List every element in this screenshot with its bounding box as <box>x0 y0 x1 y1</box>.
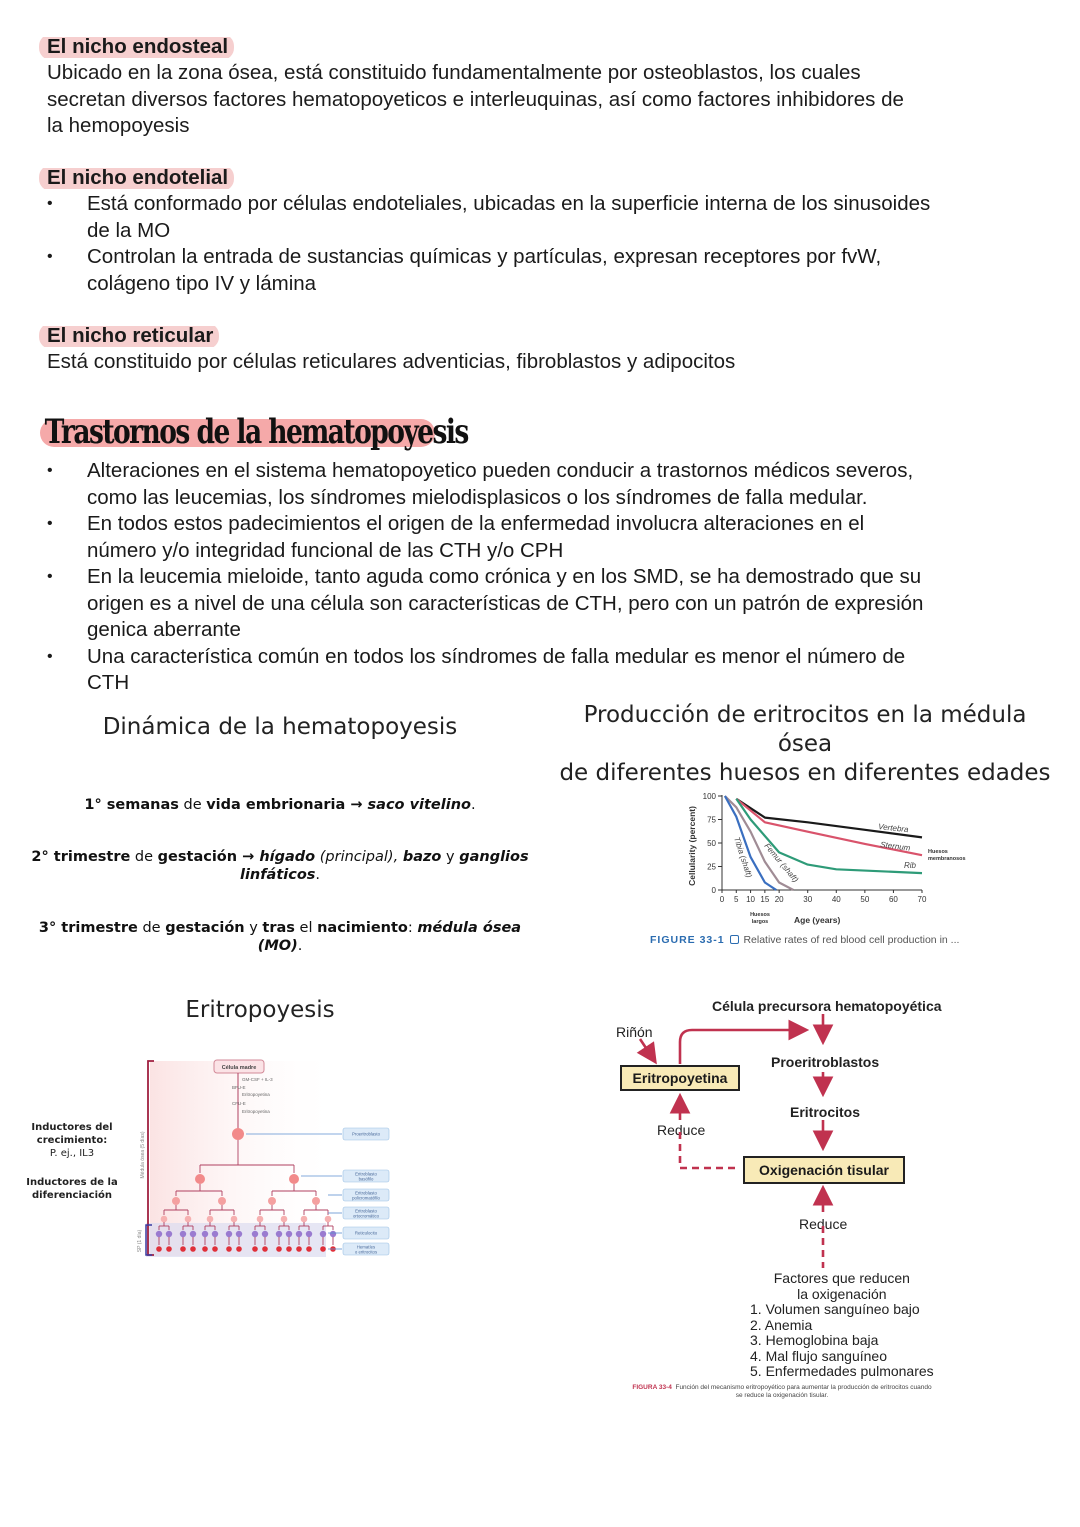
svg-text:75: 75 <box>707 815 716 825</box>
dynamics-line-3: 3° trimestre de gestación y tras el nacimiento: médula ósea (MO). <box>38 920 522 954</box>
figure-caption-33-4 <box>612 1384 952 1400</box>
svg-text:60: 60 <box>888 895 898 904</box>
text-line: colágeno tipo IV y lámina <box>87 271 317 295</box>
dynamics-title: Dinámica de la hematopoyesis <box>102 714 458 740</box>
figure-number: FIGURA 33-4 <box>632 1384 672 1391</box>
title-line: Producción de eritrocitos en la médula ósea <box>583 702 1027 757</box>
reticular-description: Está constituido por células reticulares adventicias, fibroblastos y adipocitos <box>47 350 736 373</box>
section-title-endosteal: El nicho endosteal <box>39 34 234 60</box>
production-title <box>555 701 1055 788</box>
svg-text:ortocromático: ortocromático <box>352 1213 380 1219</box>
text-line: Ubicado en la zona ósea, está constituido fundamentalmente por osteoblastos, los cuales <box>47 61 861 84</box>
factors-title: la oxigenación <box>797 1285 887 1302</box>
svg-text:100: 100 <box>702 792 716 801</box>
heading-disorders: Trastornos de la hematopoyesis <box>44 412 468 452</box>
list-item <box>47 244 930 297</box>
svg-text:0: 0 <box>711 886 716 895</box>
svg-text:Huesos: Huesos <box>750 912 770 918</box>
svg-text:Eritropoyetina: Eritropoyetina <box>242 1109 270 1114</box>
svg-text:Sternum: Sternum <box>879 840 911 853</box>
title-line: de diferentes huesos en diferentes edades <box>559 760 1051 786</box>
caption-text: Función del mecanismo eritropoyético para aumentar la producción de eritrocitos cuando <box>675 1384 932 1391</box>
text-line: CTH <box>87 671 130 694</box>
list-item <box>47 511 923 564</box>
text-line: número y/o integridad funcional de las CTH y/o CPH <box>87 538 564 562</box>
svg-text:Proeritroblasto: Proeritroblasto <box>352 1131 380 1137</box>
svg-text:Age (years): Age (years) <box>794 915 841 925</box>
flow-reduce-left-label: Reduce <box>657 1122 706 1138</box>
svg-text:CFU-E: CFU-E <box>232 1101 246 1106</box>
factors-title: Factores que reducen <box>773 1270 910 1286</box>
erythropoiesis-title: Eritropoyesis <box>185 997 335 1023</box>
list-item: 5. Enfermedades pulmonares <box>750 1363 934 1379</box>
figure-caption-33-1 <box>650 934 959 946</box>
dynamics-line-2: 2° trimestre de gestación → hígado (principal), bazo y ganglios linfáticos. <box>31 849 529 883</box>
lineage-tree <box>136 1055 398 1270</box>
svg-text:membranosos: membranosos <box>928 856 966 862</box>
svg-text:Rib: Rib <box>904 861 917 870</box>
flow-epo-box: Eritropoyetina <box>620 1065 740 1091</box>
text-line: secretan diversos factores hematopoyeticos e interleuquinas, así como factores inhibidores de <box>47 87 904 111</box>
external-link-icon[interactable] <box>730 935 739 944</box>
svg-text:Vertebra: Vertebra <box>877 822 909 835</box>
text-line: de la MO <box>87 218 171 242</box>
flow-reduce-bottom-label: Reduce <box>799 1216 848 1232</box>
list-item <box>47 564 923 644</box>
flow-precursor-label: Célula precursora hematopoyética <box>712 998 942 1014</box>
erythropoiesis-tree-diagram <box>136 1055 398 1270</box>
endotelial-bullet-list <box>47 191 930 297</box>
flow-kidney-label: Riñón <box>616 1024 653 1040</box>
text-line: como las leucemias, los síndromes mielodisplasicos o los síndromes de falla medular. <box>87 485 868 509</box>
text-line: la hemopoyesis <box>47 114 190 137</box>
svg-text:Huesos: Huesos <box>928 849 948 855</box>
list-item: 3. Hemoglobina baja <box>750 1332 879 1348</box>
list-item: 1. Volumen sanguíneo bajo <box>750 1301 920 1317</box>
svg-text:50: 50 <box>860 895 870 904</box>
svg-text:70: 70 <box>917 895 927 904</box>
svg-text:15: 15 <box>760 895 770 904</box>
dynamics-line-1: 1° semanas de vida embrionaria → saco vitelino. <box>84 797 476 813</box>
text-line: • Alteraciones en el sistema hematopoyetico pueden conducir a trastornos médicos severos, <box>87 459 914 482</box>
svg-text:20: 20 <box>774 895 784 904</box>
growth-inductors-label: Inductores del crecimiento: P. ej., IL3 <box>31 1122 113 1159</box>
svg-text:Femur (shaft): Femur (shaft) <box>762 841 801 885</box>
svg-text:Eritroblasto: Eritroblasto <box>355 1190 377 1196</box>
svg-text:5: 5 <box>734 895 739 904</box>
svg-text:0: 0 <box>719 895 725 904</box>
section-title-endotelial: El nicho endotelial <box>39 165 234 191</box>
list-item <box>47 458 923 511</box>
svg-text:SP (1 día): SP (1 día) <box>137 1229 143 1253</box>
differentiation-inductors-label: Inductores de la diferenciación <box>26 1177 118 1201</box>
flow-erythrocytes-label: Eritrocitos <box>790 1104 861 1120</box>
caption-text: se reduce la oxigenación tisular. <box>735 1392 829 1399</box>
svg-text:largos: largos <box>751 919 769 925</box>
svg-text:50: 50 <box>707 839 716 848</box>
svg-text:Reticulocito: Reticulocito <box>354 1230 378 1236</box>
svg-text:o eritrocitos: o eritrocitos <box>354 1249 378 1255</box>
text-line: origen es a nivel de una célula son características de CTH, pero con un patrón de expresión <box>87 591 924 615</box>
svg-text:Eritroblasto: Eritroblasto <box>355 1208 377 1214</box>
text-line: • Una característica común en todos los síndromes de falla medular es menor el número de <box>87 644 906 668</box>
section-title-reticular: El nicho reticular <box>39 323 219 349</box>
svg-text:10: 10 <box>746 895 756 904</box>
list-item <box>47 191 930 244</box>
svg-text:basófilo: basófilo <box>358 1176 374 1182</box>
svg-text:30: 30 <box>803 895 813 904</box>
text-line: • Controlan la entrada de sustancias químicas y partículas, expresan receptores por fvW, <box>87 245 882 268</box>
svg-text:Eritropoyetina: Eritropoyetina <box>242 1092 270 1097</box>
svg-text:Eritroblasto: Eritroblasto <box>355 1171 377 1177</box>
text-line: • Está conformado por células endoteliales, ubicadas en la superficie interna de los sinusoides <box>87 192 931 215</box>
flow-oxygenation-box: Oxigenación tisular <box>743 1156 905 1184</box>
line-chart <box>678 786 978 956</box>
svg-text:25: 25 <box>707 862 716 872</box>
text-line: • En todos estos padecimientos el origen de la enfermedad involucra alteraciones en el <box>87 512 865 535</box>
list-item: 4. Mal flujo sanguíneo <box>750 1347 887 1364</box>
oxygenation-factors-list <box>750 1271 934 1380</box>
svg-text:40: 40 <box>831 895 841 904</box>
figure-number: FIGURE 33-1 <box>650 934 725 946</box>
text-line: genica aberrante <box>87 618 241 641</box>
flow-proerythroblasts-label: Proeritroblastos <box>771 1054 880 1070</box>
svg-text:Hematíes: Hematíes <box>356 1244 376 1250</box>
cellularity-chart <box>678 786 978 956</box>
text-line: • En la leucemia mieloide, tanto aguda como crónica y en los SMD, se ha demostrado que su <box>87 565 922 588</box>
svg-text:Cellularity (percent): Cellularity (percent) <box>687 806 697 886</box>
svg-text:Médula ósea (5 días): Médula ósea (5 días) <box>140 1131 146 1179</box>
svg-text:policromatófilo: policromatófilo <box>352 1195 380 1201</box>
disorders-bullet-list <box>47 458 923 697</box>
list-item <box>47 644 923 697</box>
svg-text:Tibia (shaft): Tibia (shaft) <box>732 835 754 879</box>
endosteal-description <box>47 60 904 140</box>
flow-arrows <box>600 990 980 1280</box>
svg-text:GM-CSF + IL-3: GM-CSF + IL-3 <box>242 1077 273 1082</box>
svg-text:BFU-E: BFU-E <box>232 1085 246 1090</box>
svg-text:Célula madre: Célula madre <box>221 1065 257 1071</box>
list-item: 2. Anemia <box>750 1316 813 1333</box>
caption-text: Relative rates of red blood cell production in ... <box>743 934 960 946</box>
